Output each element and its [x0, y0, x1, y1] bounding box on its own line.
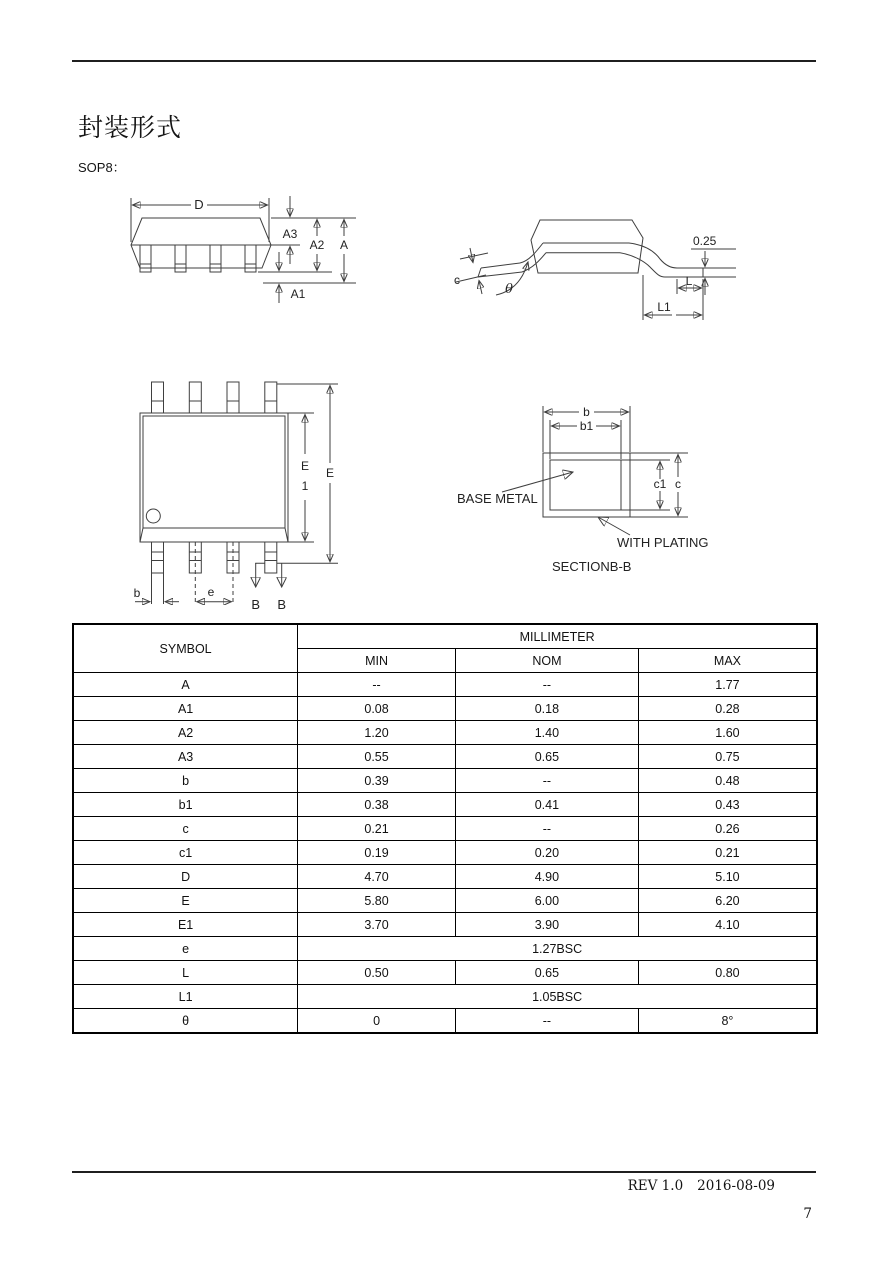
symbol-cell: A2: [73, 721, 298, 745]
min-cell: 0.21: [298, 817, 456, 841]
base-metal-label: BASE METAL: [457, 491, 538, 506]
pin1-marker-dot: [146, 509, 160, 523]
front-view-figure: [108, 190, 408, 318]
top-view-figure: [98, 368, 363, 623]
min-cell: 0.38: [298, 793, 456, 817]
revision-label: REV 1.0: [627, 1178, 684, 1194]
revision-date: 2016-08-09: [697, 1178, 775, 1194]
dim-label-E1-part1: E: [300, 459, 310, 473]
min-cell: 0.19: [298, 841, 456, 865]
dim-label-A3: A3: [282, 227, 298, 241]
col-header-max: MAX: [638, 649, 817, 673]
page-number: 7: [803, 1206, 812, 1222]
min-cell: --: [298, 673, 456, 697]
max-cell: 0.75: [638, 745, 817, 769]
max-cell: 1.77: [638, 673, 817, 697]
max-cell: 4.10: [638, 913, 817, 937]
nom-cell: --: [455, 673, 638, 697]
max-cell: 0.28: [638, 697, 817, 721]
max-cell: 0.26: [638, 817, 817, 841]
dim-label-c1: c1: [653, 477, 667, 491]
symbol-cell: L1: [73, 985, 298, 1009]
table-row: [73, 1009, 817, 1034]
symbol-cell: D: [73, 865, 298, 889]
symbol-cell: c: [73, 817, 298, 841]
table-row: [73, 937, 817, 961]
dim-label-E: E: [325, 466, 335, 480]
table-row: [73, 913, 817, 937]
symbol-cell: θ: [73, 1009, 298, 1034]
max-cell: 8°: [638, 1009, 817, 1034]
table-row: [73, 769, 817, 793]
max-cell: 0.48: [638, 769, 817, 793]
min-cell: 1.20: [298, 721, 456, 745]
dim-label-gauge: 0.25: [693, 234, 717, 248]
table-row: [73, 673, 817, 697]
dim-label-c: c: [675, 477, 681, 491]
min-cell: 0.55: [298, 745, 456, 769]
symbol-cell: L: [73, 961, 298, 985]
table-row: [73, 817, 817, 841]
dim-label-b1: b1: [579, 419, 594, 433]
package-name-label: SOP8：: [78, 160, 126, 175]
with-plating-label: WITH PLATING: [617, 535, 709, 550]
dimension-table-container: [72, 623, 818, 1034]
min-cell: 0.50: [298, 961, 456, 985]
section-title-label: SECTIONB-B: [552, 559, 632, 574]
table-row: [73, 721, 817, 745]
dim-label-A2: A2: [309, 238, 325, 252]
dim-label-b: b: [583, 405, 590, 419]
min-cell: 3.70: [298, 913, 456, 937]
symbol-cell: b1: [73, 793, 298, 817]
table-row: [73, 745, 817, 769]
footer-revision: [628, 1178, 775, 1194]
plating-band: [543, 453, 630, 517]
col-header-symbol: SYMBOL: [73, 624, 298, 673]
nom-cell: 0.41: [455, 793, 638, 817]
dim-label-b: b: [133, 586, 141, 600]
section-view-figure: [438, 388, 738, 578]
col-header-min: MIN: [298, 649, 456, 673]
symbol-cell: b: [73, 769, 298, 793]
nom-cell: 4.90: [455, 865, 638, 889]
min-cell: 4.70: [298, 865, 456, 889]
nom-cell: 0.65: [455, 745, 638, 769]
min-cell: 0: [298, 1009, 456, 1034]
table-row: [73, 841, 817, 865]
nom-cell: 0.18: [455, 697, 638, 721]
max-cell: 0.21: [638, 841, 817, 865]
table-header-row: [73, 624, 817, 649]
min-cell: 0.08: [298, 697, 456, 721]
dim-label-A: A: [339, 238, 349, 252]
dim-label-c: c: [454, 273, 460, 287]
max-cell: 6.20: [638, 889, 817, 913]
header-rule: [72, 60, 816, 62]
nom-cell: 1.40: [455, 721, 638, 745]
table-row: [73, 961, 817, 985]
nom-cell: 3.90: [455, 913, 638, 937]
base-metal-area: [550, 460, 621, 510]
section-label-B-left: B: [251, 597, 261, 612]
symbol-cell: E: [73, 889, 298, 913]
nom-cell: 6.00: [455, 889, 638, 913]
footer-rule: [72, 1171, 816, 1173]
col-header-millimeter: MILLIMETER: [298, 624, 817, 649]
max-cell: 0.80: [638, 961, 817, 985]
dim-label-e: e: [207, 585, 215, 599]
symbol-cell: A: [73, 673, 298, 697]
max-cell: 1.60: [638, 721, 817, 745]
dim-label-L: L: [685, 274, 693, 288]
dim-label-D: D: [194, 197, 204, 212]
dim-label-E1-part2: 1: [301, 479, 309, 493]
table-row: [73, 985, 817, 1009]
table-row: [73, 889, 817, 913]
nom-cell: --: [455, 1009, 638, 1034]
min-cell: 0.39: [298, 769, 456, 793]
table-row: [73, 865, 817, 889]
section-label-B-right: B: [277, 597, 287, 612]
span-value-cell: 1.05BSC: [298, 985, 817, 1009]
table-row: [73, 697, 817, 721]
nom-cell: --: [455, 769, 638, 793]
nom-cell: 0.20: [455, 841, 638, 865]
dimension-table: [72, 623, 818, 1034]
side-view-figure: [448, 198, 748, 333]
min-cell: 5.80: [298, 889, 456, 913]
max-cell: 0.43: [638, 793, 817, 817]
symbol-cell: A3: [73, 745, 298, 769]
symbol-cell: E1: [73, 913, 298, 937]
max-cell: 5.10: [638, 865, 817, 889]
dim-label-theta: θ: [505, 282, 513, 297]
span-value-cell: 1.27BSC: [298, 937, 817, 961]
table-row: [73, 793, 817, 817]
symbol-cell: c1: [73, 841, 298, 865]
page-title: 封装形式: [78, 113, 183, 142]
nom-cell: 0.65: [455, 961, 638, 985]
symbol-cell: A1: [73, 697, 298, 721]
dim-label-A1: A1: [290, 287, 306, 301]
nom-cell: --: [455, 817, 638, 841]
symbol-cell: e: [73, 937, 298, 961]
col-header-nom: NOM: [455, 649, 638, 673]
dim-label-L1: L1: [657, 300, 671, 314]
